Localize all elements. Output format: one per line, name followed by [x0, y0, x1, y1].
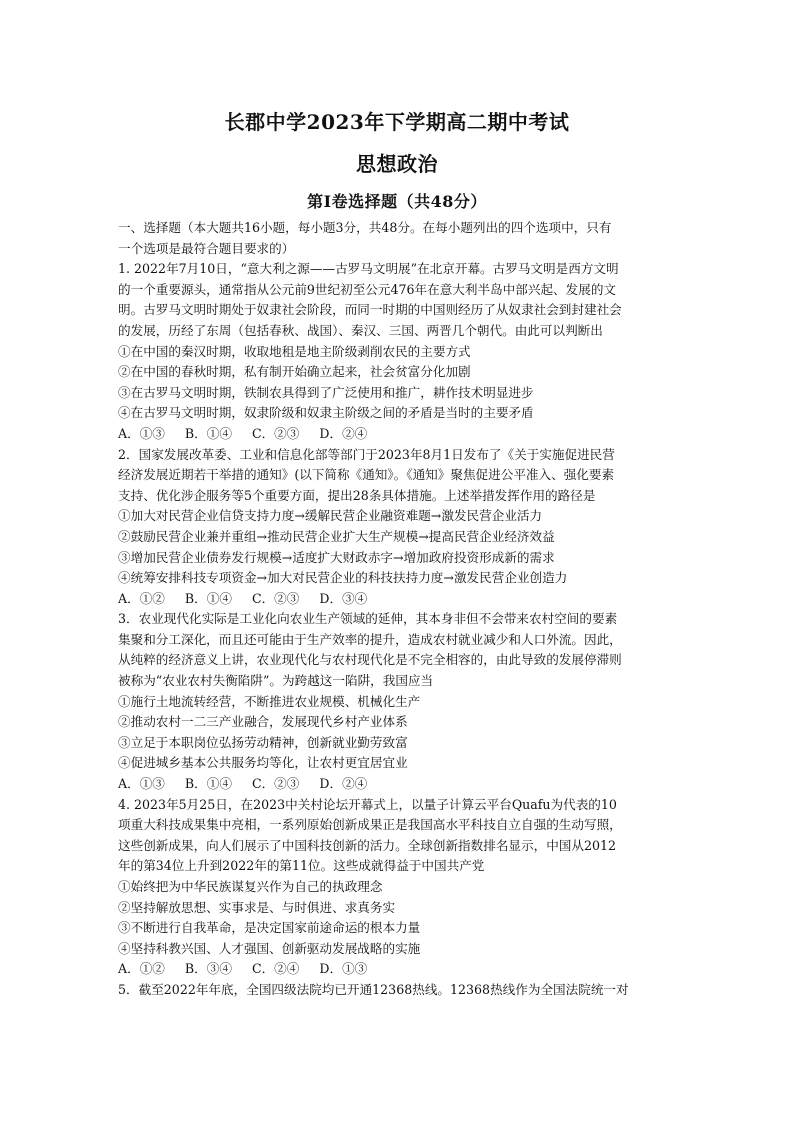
- question-1-option: ③在古罗马文明时期，铁制农具得到了广泛使用和推广，耕作技术明显进步: [118, 384, 534, 400]
- question-2-stem: 支持、优化涉企服务等5个重要方面，提出28条具体措施。上述举措发挥作用的路径是: [118, 487, 596, 503]
- question-2-option: ④统筹安排科技专项资金→加大对民营企业的科技扶持力度→激发民营企业创造力: [118, 570, 568, 586]
- question-4-option: ②坚持解放思想、实事求是、与时俱进、求真务实: [118, 899, 396, 915]
- subject-title: 思想政治: [356, 152, 438, 176]
- question-3-stem: 集聚和分工深化，而且还可能由于生产效率的提升，造成农村就业减少和人口外流。因此，: [118, 631, 622, 647]
- question-2-answers: A．①② B．①④ C．②③ D．③④: [118, 590, 368, 606]
- part-title: 第Ⅰ卷选择题（共48分）: [307, 192, 487, 211]
- question-3-answers: A．①③ B．①④ C．②③ D．②④: [118, 776, 368, 792]
- question-1-stem: 的发展，历经了东周（包括春秋、战国）、秦汉、三国、两晋几个朝代。由此可以判断出: [118, 322, 603, 338]
- question-1-stem: 1. 2022年7月10日，“意大利之源——古罗马文明展”在北京开幕。古罗马文明是西方文明: [118, 261, 619, 277]
- question-5-stem: 5．截至2022年年底，全国四级法院均已开通12368热线。12368热线作为全国法院统一对: [118, 981, 629, 997]
- exam-body: [118, 218, 674, 1001]
- question-1-answers: A．①③ B．①④ C．②③ D．②④: [118, 425, 368, 441]
- question-3-option: ③立足于本职岗位弘扬劳动精神，创新就业勤劳致富: [118, 734, 408, 750]
- question-3-stem: 从纯粹的经济意义上讲，农业现代化与农村现代化是不完全相容的，由此导致的发展停滞则: [118, 652, 622, 668]
- exam-title: 长郡中学2023年下学期高二期中考试: [224, 110, 570, 134]
- question-2-option: ①加大对民营企业信贷支持力度→缓解民营企业融资难题→激发民营企业活力: [118, 508, 543, 524]
- question-2-stem: 2．国家发展改革委、工业和信息化部等部门于2023年8月1日发布了《关于实施促进民营: [118, 446, 615, 462]
- section-instructions-line: 一个选项是最符合题目要求的）: [118, 240, 295, 256]
- question-2-stem: 经济发展近期若干举措的通知》(以下简称《通知》。《通知》聚焦促进公平准入、强化要素: [118, 467, 615, 483]
- question-1-stem: 明。古罗马文明时期处于奴隶社会阶段，而同一时期的中国则经历了从奴隶社会到封建社会: [118, 302, 622, 318]
- question-4-stem: 4. 2023年5月25日，在2023中关村论坛开幕式上，以量子计算云平台Quafu为代表的10: [118, 796, 617, 812]
- question-4-option: ④坚持科教兴国、人才强国、创新驱动发展战略的实施: [118, 940, 421, 956]
- question-4-stem: 年的第34位上升到2022年的第11位。这些成就得益于中国共产党: [118, 858, 485, 874]
- question-1-stem: 的一个重要源头，通常指从公元前9世纪初至公元476年在意大利半岛中部兴起、发展的文: [118, 281, 617, 297]
- section-instructions-line: 一、选择题（本大题共16小题，每小题3分，共48分。在每小题列出的四个选项中，只有: [118, 220, 612, 235]
- question-2-option: ③增加民营企业债券发行规模→适度扩大财政赤字→增加政府投资形成新的需求: [118, 549, 555, 565]
- question-4-answers: A．①② B．③④ C．②④ D．①③: [118, 961, 368, 977]
- question-3-option: ①施行土地流转经营，不断推进农业规模、机械化生产: [118, 693, 421, 709]
- question-4-option: ③不断进行自我革命，是决定国家前途命运的根本力量: [118, 920, 421, 936]
- question-2-option: ②鼓励民营企业兼并重组→推动民营企业扩大生产规模→提高民营企业经济效益: [118, 528, 555, 544]
- question-3-option: ④促进城乡基本公共服务均等化，让农村更宜居宜业: [118, 755, 408, 771]
- question-3-stem: 被称为“农业农村失衡陷阱”。为跨越这一陷阱，我国应当: [118, 673, 434, 689]
- question-4-stem: 项重大科技成果集中亮相，一系列原始创新成果正是我国高水平科技自立自强的生动写照，: [118, 817, 622, 833]
- question-3-option: ②推动农村一二三产业融合，发展现代乡村产业体系: [118, 714, 408, 730]
- question-3-stem: 3．农业现代化实际是工业化向农业生产领域的延伸，其本身非但不会带来农村空间的要素: [118, 611, 618, 627]
- question-1-option: ①在中国的秦汉时期，收取地租是地主阶级剥削农民的主要方式: [118, 343, 471, 359]
- question-1-option: ②在中国的春秋时期，私有制开始确立起来，社会贫富分化加剧: [118, 364, 471, 380]
- question-1-option: ④在古罗马文明时期，奴隶阶级和奴隶主阶级之间的矛盾是当时的主要矛盾: [118, 405, 534, 421]
- question-4-option: ①始终把为中华民族谋复兴作为自己的执政理念: [118, 879, 383, 894]
- question-4-stem: 这些创新成果，向人们展示了中国科技创新的活力。全球创新指数排名显示，中国从2012: [118, 837, 617, 853]
